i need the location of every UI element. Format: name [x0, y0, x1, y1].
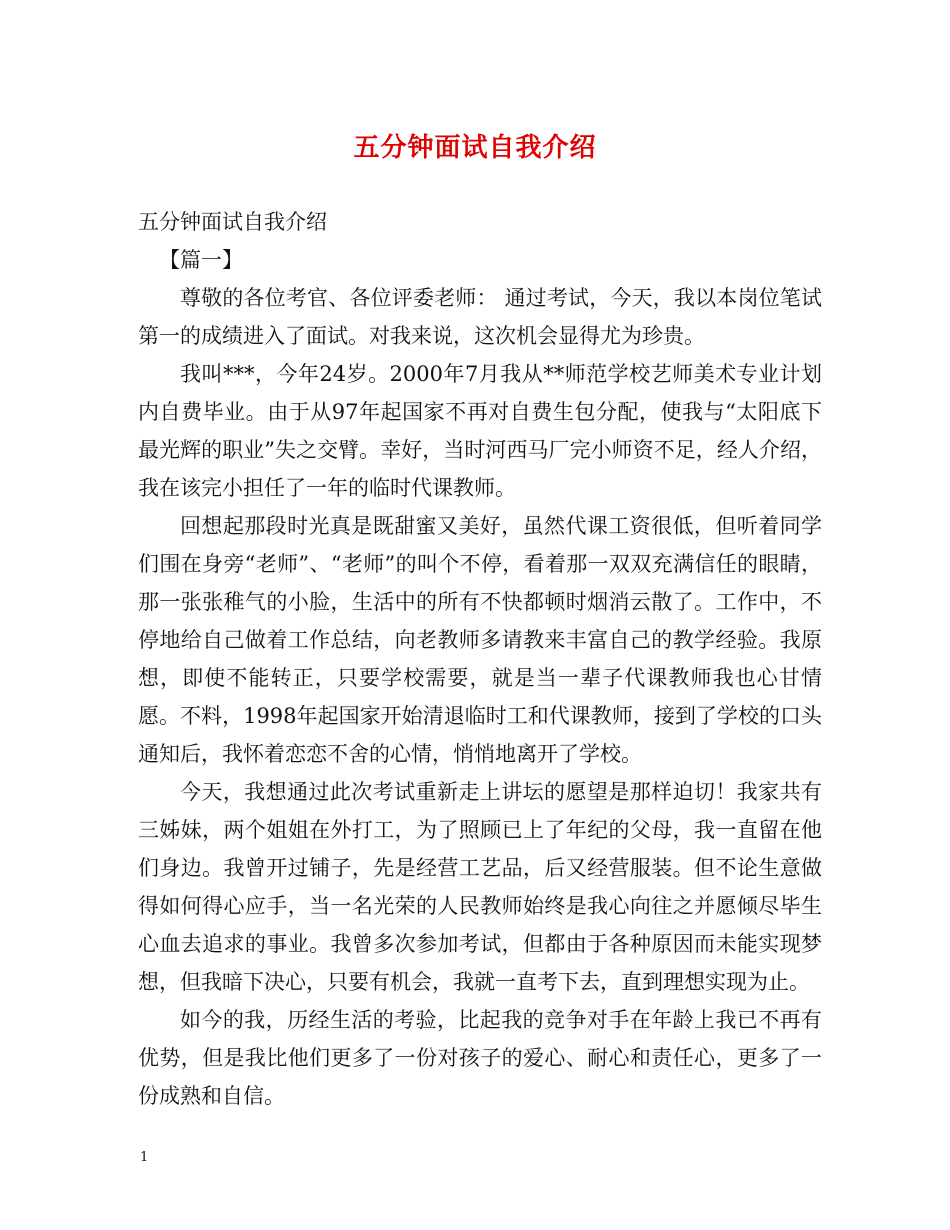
document-title: 五分钟面试自我介绍	[353, 133, 597, 163]
document-body	[138, 203, 822, 1115]
paragraph: 我叫***，今年24岁。2000年7月我从**师范学校艺师美术专业计划内自费毕业。由于从97年起国家不再对自费生包分配，使我与“太阳底下最光辉的职业”失之交臂。幸好，当时河西马厂完小师资不足，经人介绍，我在该完小担任了一年的临时代课教师。	[138, 362, 822, 500]
document-subtitle: 五分钟面试自我介绍	[138, 210, 327, 234]
paragraph: 回想起那段时光真是既甜蜜又美好，虽然代课工资很低，但听着同学们围在身旁“老师”、“老师”的叫个不停，看着那一双双充满信任的眼睛，那一张张稚气的小脸，生活中的所有不快都顿时烟消云散了。工作中，不停地给自己做着工作总结，向老教师多请教来丰富自己的教学经验。我原想，即使不能转正，只要学校需要，就是当一辈子代课教师我也心甘情愿。不料，1998年起国家开始清退临时工和代课教师，接到了学校的口头通知后，我怀着恋恋不舍的心情，悄悄地离开了学校。	[138, 514, 822, 766]
page-number: 1	[140, 1150, 149, 1165]
paragraph: 如今的我，历经生活的考验，比起我的竞争对手在年龄上我已不再有优势，但是我比他们更多了一份对孩子的爱心、耐心和责任心，更多了一份成熟和自信。	[138, 1008, 822, 1108]
paragraph: 今天，我想通过此次考试重新走上讲坛的愿望是那样迫切！我家共有三姊妹，两个姐姐在外打工，为了照顾已上了年纪的父母，我一直留在他们身边。我曾开过铺子，先是经营工艺品，后又经营服装。但不论生意做得如何得心应手，当一名光荣的人民教师始终是我心向往之并愿倾尽毕生心血去追求的事业。我曾多次参加考试，但都由于各种原因而未能实现梦想，但我暗下决心，只要有机会，我就一直考下去，直到理想实现为止。	[138, 780, 822, 994]
section-label: 【篇一】	[159, 248, 243, 272]
paragraph: 尊敬的各位考官、各位评委老师： 通过考试，今天，我以本岗位笔试第一的成绩进入了面试。对我来说，这次机会显得尤为珍贵。	[138, 286, 822, 348]
